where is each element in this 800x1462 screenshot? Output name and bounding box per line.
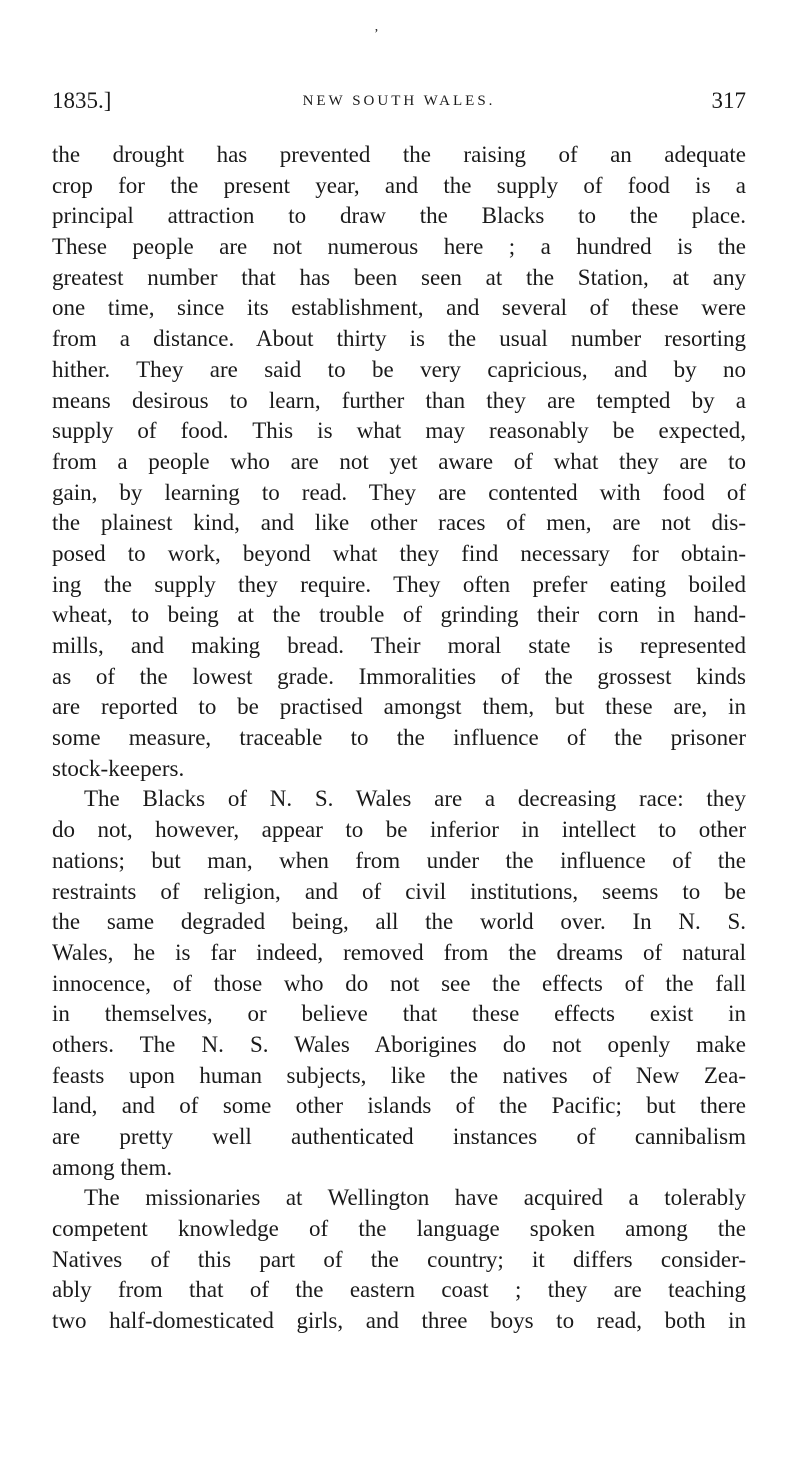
body-text xyxy=(52,140,746,1337)
text-line: from a distance. About thirty is the usual number resorting xyxy=(52,326,746,352)
running-head xyxy=(52,86,746,116)
text-line: the plainest kind, and like other races of men, are not dis- xyxy=(52,510,746,536)
text-line: greatest number that has been seen at the Station, at any xyxy=(52,264,746,290)
text-line: as of the lowest grade. Immoralities of the grossest kinds xyxy=(52,663,746,689)
paragraph-3 xyxy=(52,1183,746,1336)
text-line: innocence, of those who do not see the effects of the fall xyxy=(52,970,746,996)
paragraph-2 xyxy=(52,784,746,1183)
text-line: are pretty well authenticated instances of cannibalism xyxy=(52,1124,746,1149)
text-line: restraints of religion, and of civil institutions, seems to be xyxy=(52,878,746,904)
page-number: 317 xyxy=(711,88,746,113)
text-line: means desirous to learn, further than they are tempted by a xyxy=(52,387,746,413)
text-line: crop for the present year, and the supply of food is a xyxy=(52,172,746,198)
text-line: mills, and making bread. Their moral state is represented xyxy=(52,633,746,658)
text-line: the drought has prevented the raising of an adequate xyxy=(52,142,746,167)
text-line: ing the supply they require. They often prefer eating boiled xyxy=(52,571,746,597)
text-line: Wales, he is far indeed, removed from the dreams of natural xyxy=(52,939,746,965)
text-line: supply of food. This is what may reasonably be expected, xyxy=(52,418,746,444)
text-line: land, and of some other islands of the Pacific; but there xyxy=(52,1093,746,1119)
text-line: competent knowledge of the language spoken among the xyxy=(52,1216,746,1242)
text-line: Natives of this part of the country; it differs consider- xyxy=(52,1246,746,1272)
text-line: the same degraded being, all the world over. In N. S. xyxy=(52,909,746,935)
paragraph-1 xyxy=(52,140,746,784)
text-line: feasts upon human subjects, like the natives of New Zea- xyxy=(52,1062,746,1088)
text-line: one time, since its establishment, and several of these were xyxy=(52,295,746,321)
text-line: others. The N. S. Wales Aborigines do not openly make xyxy=(52,1031,746,1057)
text-line: posed to work, beyond what they find necessary for obtain- xyxy=(52,540,746,566)
text-line: wheat, to being at the trouble of grinding their corn in hand- xyxy=(52,602,746,628)
text-line: gain, by learning to read. They are contented with food of xyxy=(52,479,746,505)
header-year: 1835.] xyxy=(52,88,112,113)
text-line: nations; but man, when from under the influence of the xyxy=(52,847,746,873)
text-line: These people are not numerous here ; a hundred is the xyxy=(52,234,746,260)
text-line: The missionaries at Wellington have acquired a tolerably xyxy=(84,1185,746,1211)
print-speck: ʼ xyxy=(374,27,379,42)
header-title: NEW SOUTH WALES. xyxy=(302,93,496,109)
text-line: two half-domesticated girls, and three boys to read, both in xyxy=(52,1308,746,1334)
text-line: some measure, traceable to the influence of the prisoner xyxy=(52,725,746,751)
text-line: The Blacks of N. S. Wales are a decreasing race: they xyxy=(84,786,746,812)
text-line: are reported to be practised amongst them, but these are, in xyxy=(52,694,746,720)
text-line: principal attraction to draw the Blacks to the place. xyxy=(52,203,746,229)
text-line: from a people who are not yet aware of what they are to xyxy=(52,448,746,474)
text-line: in themselves, or believe that these effects exist in xyxy=(52,1001,746,1027)
text-line: among them. xyxy=(52,1154,173,1180)
text-line: do not, however, appear to be inferior in intellect to other xyxy=(52,817,746,843)
text-line: ably from that of the eastern coast ; they are teaching xyxy=(52,1277,746,1303)
text-line: hither. They are said to be very capricious, and by no xyxy=(52,356,746,382)
text-line: stock-keepers. xyxy=(52,755,185,781)
